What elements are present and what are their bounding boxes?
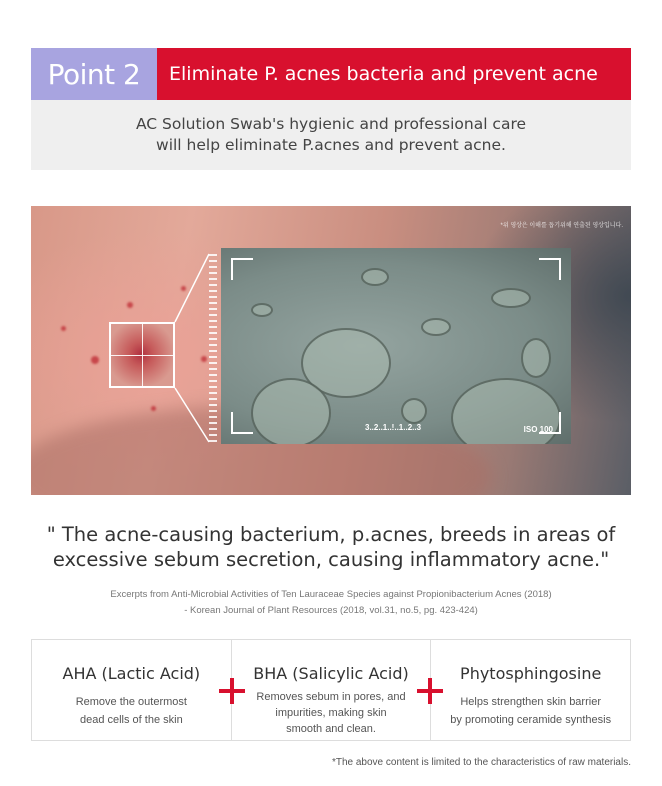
bacteria-cell [421, 318, 451, 336]
footnote: *The above content is limited to the characteristics of raw materials. [331, 757, 631, 768]
ingredient-description [232, 689, 431, 737]
point-header [31, 48, 631, 100]
viewfinder-corner [231, 412, 253, 434]
source-line-2: - Korean Journal of Plant Resources (2018, vol.31, no.5, pg. 423-424) [184, 605, 478, 616]
viewfinder-corner [539, 258, 561, 280]
point-label: Point 2 [31, 48, 157, 100]
bacteria-cell [361, 268, 389, 286]
description-line: smooth and clean. [286, 723, 376, 735]
source-citation [20, 587, 642, 619]
viewfinder-corner [231, 258, 253, 280]
bacteria-cell [491, 288, 531, 308]
description-line: Helps strengthen skin barrier [460, 696, 601, 708]
bacteria-cell [251, 303, 273, 317]
bacteria-cell [451, 378, 561, 444]
intro-line-1: AC Solution Swab's hygienic and professional care [135, 115, 527, 133]
ingredient-title: AHA (Lactic Acid) [62, 664, 201, 683]
exposure-scale: 3..2..1..!..1..2..3 [365, 423, 422, 432]
photo-disclaimer: *위 영상은 이해를 돕기위해 연출된 영상입니다. [500, 223, 623, 229]
ingredients-panel [31, 639, 631, 741]
ingredient-phytosphingosine [430, 640, 630, 740]
ingredient-aha [32, 640, 231, 740]
bacteria-cell [251, 378, 331, 444]
description-line: dead cells of the skin [79, 714, 183, 726]
description-line: by promoting ceramide synthesis [450, 714, 612, 726]
headline: Eliminate P. acnes bacteria and prevent acne [157, 48, 631, 100]
ingredient-description [32, 693, 231, 729]
plus-icon [219, 678, 245, 704]
microscope-view [221, 248, 571, 444]
bacteria-cell [521, 338, 551, 378]
plus-icon [417, 678, 443, 704]
ingredient-bha [231, 640, 431, 740]
skin-microscope-photo [31, 206, 631, 495]
description-line: Remove the outermost [75, 696, 187, 708]
quote [20, 522, 642, 572]
description-line: impurities, making skin [275, 707, 387, 719]
description-line: Removes sebum in pores, and [256, 691, 406, 703]
intro-line-2: will help eliminate P.acnes and prevent acne. [156, 136, 506, 154]
measurement-ruler [209, 254, 217, 442]
intro-box [31, 100, 631, 170]
ingredient-title: BHA (Salicylic Acid) [253, 664, 409, 683]
quote-line-1: " The acne-causing bacterium, p.acnes, breeds in areas of [46, 523, 616, 546]
iso-label: ISO 100 [523, 425, 553, 434]
ingredient-description [431, 693, 630, 729]
bacteria-cell [401, 398, 427, 424]
source-line-1: Excerpts from Anti-Microbial Activities of Ten Lauraceae Species against Propionibacterium Acnes (2018) [110, 589, 552, 600]
ingredient-title: Phytosphingosine [460, 664, 602, 683]
quote-line-2: excessive sebum secretion, causing inflammatory acne." [52, 548, 610, 571]
